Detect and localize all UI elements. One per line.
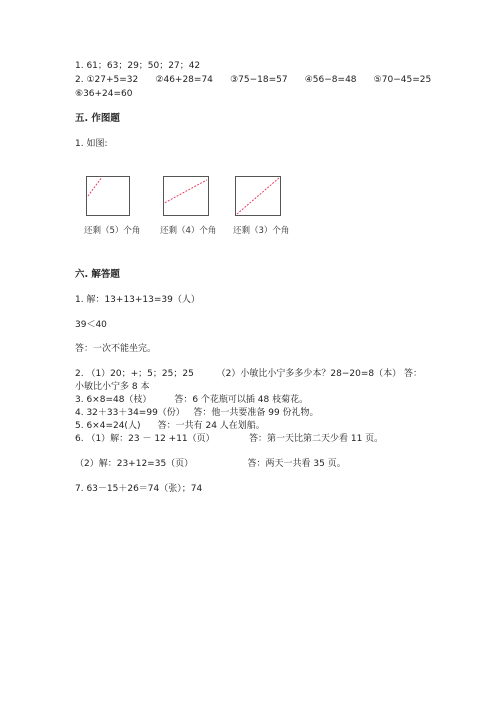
figure-caption-1: 还剩（5）个角	[84, 226, 141, 236]
section6-line-5: 小敏比小宁多 8 本	[75, 382, 150, 392]
section6-line-8: 5. 6×4=24(人) 答：一共有 24 人在划船。	[75, 421, 265, 431]
answer-line-3: ⑥36+24=60	[75, 89, 133, 99]
figure-1-cut-line	[88, 178, 101, 196]
figure-3-svg	[236, 177, 280, 215]
section6-line-3: 答：一次不能坐完。	[75, 344, 157, 354]
figure-2-svg	[164, 177, 208, 215]
answer-line-2: 2. ①27+5=32 ②46+28=74 ③75−18=57 ④56−8=48 ⑤70−45=25	[75, 75, 432, 85]
figure-2-cut-line	[165, 180, 207, 203]
section6-heading: 六. 解答题	[75, 269, 120, 280]
figure-rect-1	[86, 176, 130, 216]
figure-1-svg	[87, 177, 129, 215]
figure-3-cut-line	[237, 178, 279, 214]
section5-heading: 五. 作图题	[75, 113, 120, 124]
section6-line-11: 7. 63－15＋26＝74（张）；74	[75, 484, 203, 494]
figure-caption-2: 还剩（4）个角	[160, 226, 217, 236]
section6-line-1: 1. 解：13+13+13=39（人）	[75, 295, 200, 305]
section6-line-7: 4. 32＋33＋34=99（份） 答：他一共要准备 99 份礼物。	[75, 408, 319, 418]
section5-q1: 1. 如图:	[75, 139, 108, 149]
section6-line-10: （2）解：23+12=35（页） 答：两天一共看 35 页。	[75, 459, 346, 469]
section6-line-9: 6. （1）解：23 － 12 +11（页） 答：第一天比第二天少看 11 页。	[75, 434, 384, 444]
section6-line-6: 3. 6×8=48（枝） 答：6 个花瓶可以插 48 枝菊花。	[75, 395, 309, 405]
answer-line-1: 1. 61；63；29；50；27；42	[75, 61, 201, 71]
section6-line-2: 39＜40	[75, 320, 107, 330]
figure-rect-2	[163, 176, 209, 216]
figure-rect-3	[235, 176, 281, 216]
figure-caption-3: 还剩（3）个角	[233, 226, 290, 236]
section6-line-4: 2. （1）20；+；5；25；25 （2）小敏比小宁多多少本？28−20=8（本） 答：	[75, 369, 422, 379]
